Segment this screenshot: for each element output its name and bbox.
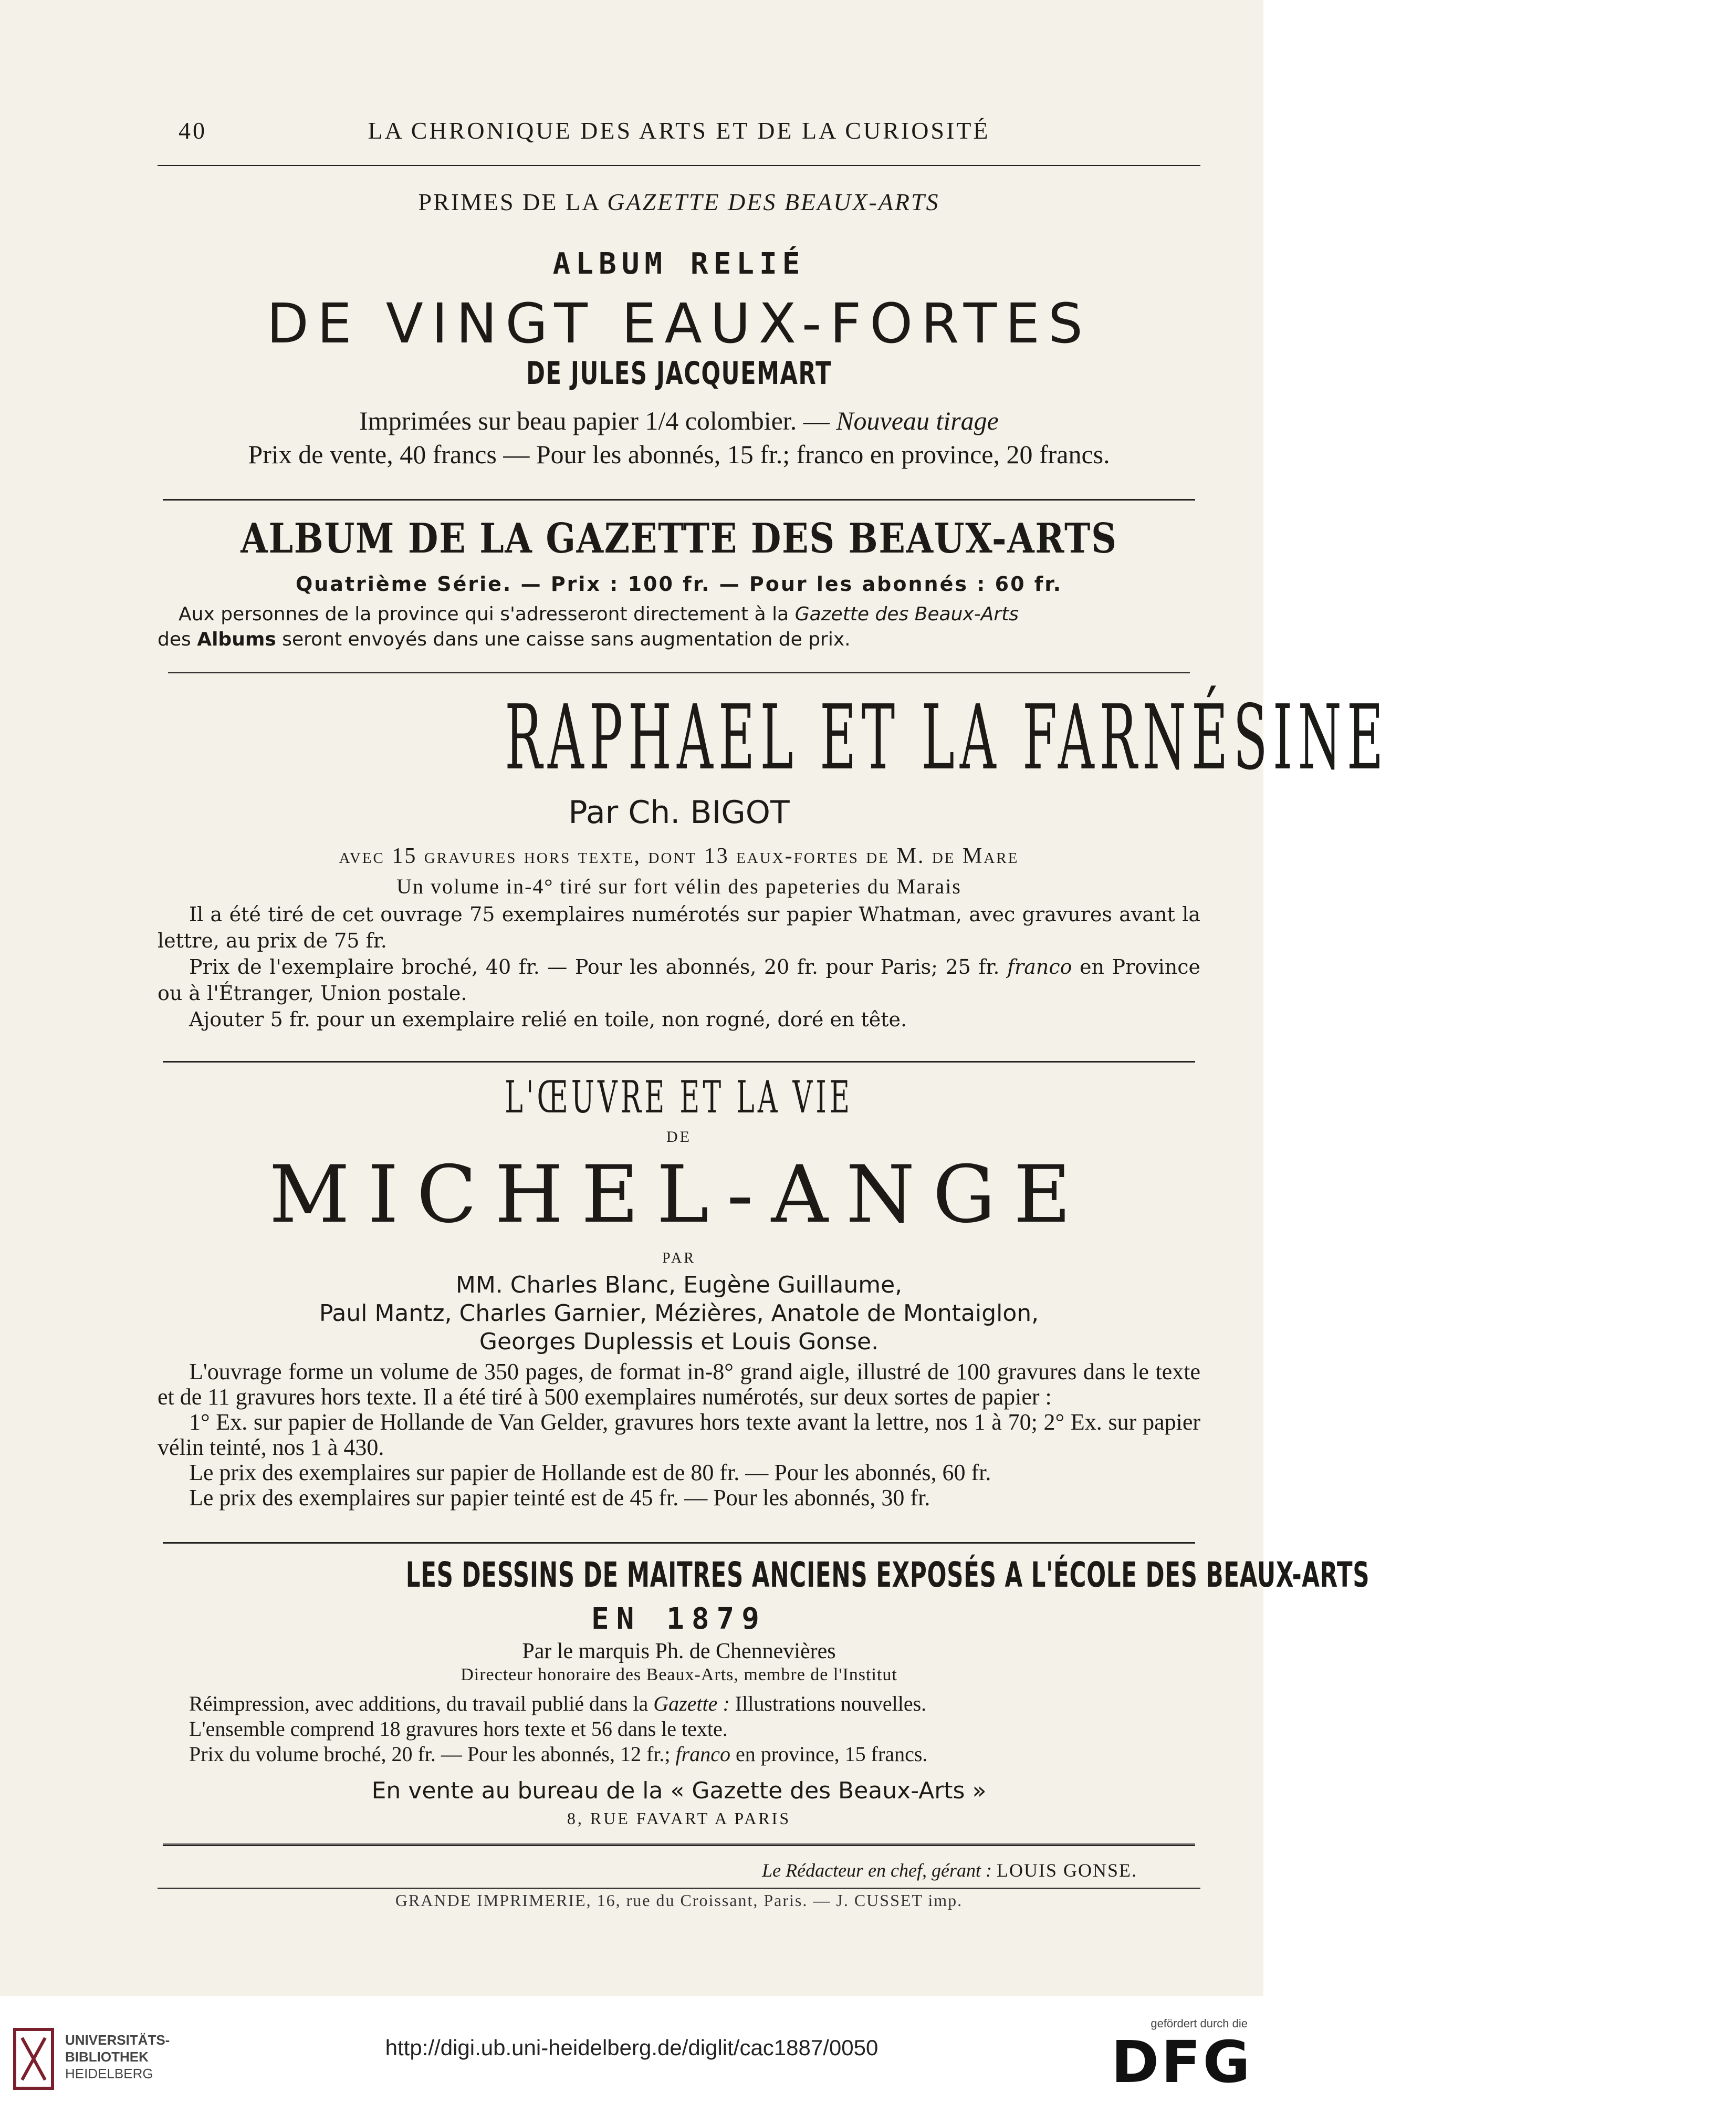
dessins-year: EN 1879: [591, 1602, 767, 1636]
raphael-byline: Par Ch. BIGOT: [568, 794, 790, 831]
michel-ange-authors: MM. Charles Blanc, Eugène Guillaume, Paul Mantz, Charles Garnier, Mézières, Anatole de Montaiglon, Georges Duplessis et Louis Gonse.: [319, 1272, 1039, 1355]
page-number: 40: [179, 117, 207, 144]
running-header: [158, 117, 1200, 153]
signature: Le Rédacteur en chef, gérant : LOUIS GONSE.: [762, 1860, 1137, 1881]
imprimerie: GRANDE IMPRIMERIE, 16, rue du Croissant, Paris. — J. CUSSET imp.: [395, 1891, 963, 1910]
raphael-title: RAPHAEL ET LA FARNÉSINE: [505, 686, 1389, 790]
dessins-role: Directeur honoraire des Beaux-Arts, membre de l'Institut: [461, 1665, 897, 1684]
album-gazette-text: Aux personnes de la province qui s'adresseront directement à la Gazette des Beaux-Arts des Albums seront envoyés dans une caisse sans augmentation de prix.: [158, 603, 1019, 650]
album-relie-line2: Prix de vente, 40 francs — Pour les abonnés, 15 fr.; franco en province, 20 francs.: [248, 440, 1110, 469]
library-logo: UNIVERSITÄTS- BIBLIOTHEK HEIDELBERG: [13, 2012, 175, 2101]
album-gazette-title: ALBUM DE LA GAZETTE DES BEAUX-ARTS: [240, 515, 1117, 563]
album-relie-author: DE JULES JACQUEMART: [526, 355, 832, 392]
raphael-paragraphs: Il a été tiré de cet ouvrage 75 exemplaires numérotés sur papier Whatman, avec gravures avant la lettre, au prix de 75 fr. Prix de l'exemplaire broché, 40 fr. — Pour les abonnés, 20 fr. pour Paris; 25 fr. franco en Province ou à l'Étranger, Union postale. Ajouter 5 fr. pour un exemplaire relié en toile, non rogné, doré en tête.: [158, 903, 1200, 1031]
permalink[interactable]: http://digi.ub.uni-heidelberg.de/diglit/cac1887/0050: [385, 2035, 879, 2060]
section-rule: [168, 672, 1190, 673]
album-gazette-subtitle: Quatrième Série. — Prix : 100 fr. — Pour les abonnés : 60 fr.: [295, 572, 1063, 596]
vente-line: En vente au bureau de la « Gazette des Beaux-Arts »: [371, 1777, 987, 1804]
michel-ange-title: MICHEL-ANGE: [269, 1149, 1089, 1241]
album-relie-kicker: ALBUM RELIÉ: [552, 247, 806, 281]
section-rule: [163, 1061, 1195, 1063]
imprint-rule: [158, 1888, 1200, 1889]
dessins-paragraphs: Réimpression, avec additions, du travail publié dans la Gazette : Illustrations nouvelles. L'ensemble comprend 18 gravures hors texte et 56 dans le texte. Prix du volume broché, 20 fr. — Pour les abonnés, 12 fr.; franco en province, 15 francs.: [189, 1692, 928, 1766]
section-rule: [163, 499, 1195, 501]
michel-ange-de: DE: [666, 1128, 692, 1146]
vente-address: 8, RUE FAVART A PARIS: [567, 1809, 791, 1828]
funder-logo: gefördert durch die DFG: [1111, 2017, 1252, 2096]
michel-ange-pretitle: L'ŒUVRE ET LA VIE: [505, 1071, 853, 1123]
album-relie-title: DE VINGT EAUX-FORTES: [266, 291, 1092, 356]
running-title: LA CHRONIQUE DES ARTS ET DE LA CURIOSITÉ: [368, 117, 990, 144]
section-rule: [163, 1542, 1195, 1544]
michel-ange-par: PAR: [662, 1250, 696, 1266]
raphael-gravures: avec 15 gravures hors texte, dont 13 eaux-fortes de M. de Mare: [339, 844, 1019, 868]
michel-ange-paragraphs: L'ouvrage forme un volume de 350 pages, de format in-8° grand aigle, illustré de 100 gravures dans le texte et de 11 gravures hors texte. Il a été tiré à 500 exemplaires numérotés, sur deux sortes de papier : 1° Ex. sur papier de Hollande de Van Gelder, gravures hors texte avant la lettre, nos 1 à 70; 2° Ex. sur papier vélin teinté, nos 1 à 430. Le prix des exemplaires sur papier de Hollande est de 80 fr. — Pour les abonnés, 60 fr. Le prix des exemplaires sur papier teinté est de 45 fr. — Pour les abonnés, 30 fr.: [158, 1359, 1200, 1511]
dessins-title: LES DESSINS DE MAITRES ANCIENS EXPOSÉS A L'ÉCOLE DES BEAUX-ARTS: [405, 1555, 1370, 1595]
dessins-byline: Par le marquis Ph. de Chennevières: [522, 1639, 836, 1663]
album-relie-line1: Imprimées sur beau papier 1/4 colombier. — Nouveau tirage: [359, 406, 999, 435]
signature-rule: [163, 1844, 1195, 1846]
primes-title: PRIMES DE LA GAZETTE DES BEAUX-ARTS: [418, 189, 940, 215]
raphael-volume: Un volume in-4° tiré sur fort vélin des papeteries du Marais: [396, 874, 961, 898]
header-rule: [158, 165, 1200, 166]
